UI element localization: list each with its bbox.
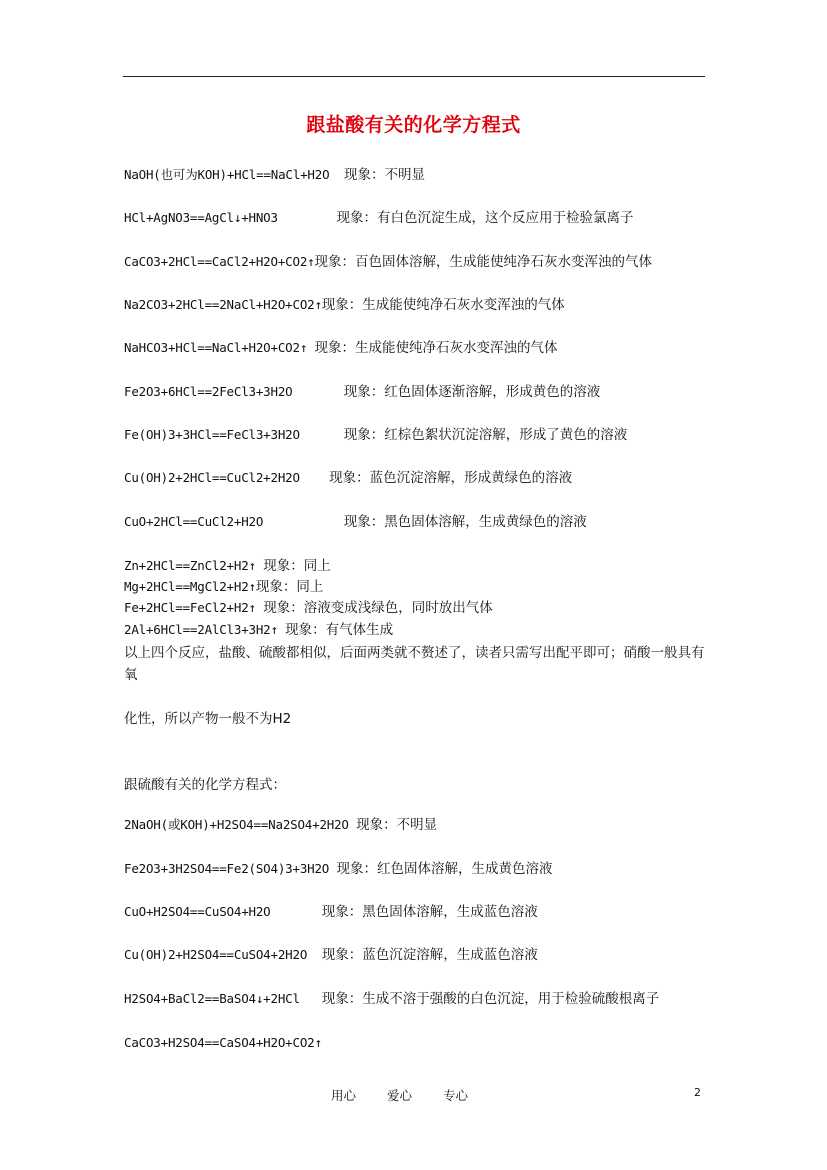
equation-formula: CaCO3+H2SO4==CaSO4+H2O+CO2↑ [124,1035,322,1050]
equation-line [124,621,393,639]
equation-formula: NaHCO3+HCl==NaCl+H2O+CO2↑ [124,340,308,355]
equation-line [124,513,587,531]
paragraph-continued: 化性，所以产物一般不为H2 [124,711,292,727]
equation-line [124,469,572,487]
equation-formula: H2SO4+BaCl2==BaSO4↓+2HCl [124,991,300,1006]
equation-formula: CaCO3+2HCl==CaCl2+H2O+CO2↑ [124,254,315,269]
page-number: 2 [694,1086,701,1099]
observation-note: 现象：生成不溶于强酸的白色沉淀，用于检验硫酸根离子 [321,991,660,1007]
observation-note: 现象：蓝色沉淀溶解，形成黄绿色的溶液 [329,470,573,486]
equation-formula: Mg+2HCl==MgCl2+H2↑ [124,579,256,594]
equation-line [124,383,600,401]
equation-line [124,946,538,964]
equation-formula: Fe2O3+6HCl==2FeCl3+3H2O [124,384,293,399]
equation-line [124,296,565,314]
observation-note: 现象：黑色固体溶解，生成黄绿色的溶液 [343,514,587,530]
observation-note: 现象：生成能使纯净石灰水变浑浊的气体 [314,340,558,356]
spacing [307,947,322,962]
equation-line [124,578,323,596]
observation-note: 现象：同上 [263,558,331,574]
observation-note: 现象：有白色沉淀生成，这个反应用于检验氯离子 [336,210,634,226]
observation-note: 现象：有气体生成 [285,622,394,638]
equation-formula: Fe+2HCl==FeCl2+H2↑ [124,600,256,615]
equation-line [124,209,633,227]
equation-line [124,426,627,444]
equation-formula: CuO+2HCl==CuCl2+H2O [124,514,264,529]
section-title-h2so4: 跟硫酸有关的化学方程式： [124,777,286,793]
observation-note: 现象：红色固体逐渐溶解，形成黄色的溶液 [343,384,601,400]
observation-note: 现象：不明显 [356,817,438,833]
equation-formula: NaOH(也可为KOH)+HCl==NaCl+H2O [124,167,330,182]
observation-note: 现象：黑色固体溶解，生成蓝色溶液 [321,904,538,920]
spacing [278,210,337,225]
equation-line [124,1034,322,1052]
equation-formula: Fe(OH)3+3HCl==FeCl3+3H2O [124,427,300,442]
equation-formula: Na2CO3+2HCl==2NaCl+H2O+CO2↑ [124,297,322,312]
equation-line [124,990,659,1008]
equation-formula: 2Al+6HCl==2AlCl3+3H2↑ [124,622,278,637]
spacing [263,514,344,529]
spacing [349,817,356,832]
observation-note: 现象：红色固体溶解，生成黄色溶液 [336,861,553,877]
observation-note: 现象：生成能使纯净石灰水变浑浊的气体 [321,297,565,313]
document-title: 跟盐酸有关的化学方程式 [306,114,521,136]
equation-line [124,860,552,878]
equation-line [124,166,425,184]
header-rule [123,76,705,77]
spacing [329,167,344,182]
spacing [293,384,344,399]
observation-note: 现象：不明显 [344,167,426,183]
observation-note: 现象：溶液变成浅绿色，同时放出气体 [263,600,493,616]
observation-note: 现象：蓝色沉淀溶解，生成蓝色溶液 [321,947,538,963]
equation-line [124,816,437,834]
equation-formula: Cu(OH)2+2HCl==CuCl2+2H2O [124,470,300,485]
spacing [271,904,322,919]
equation-line [124,599,493,617]
observation-note: 现象：百色固体溶解，生成能使纯净石灰水变浑浊的气体 [314,254,652,270]
equation-formula: CuO+H2SO4==CuSO4+H2O [124,904,271,919]
equation-formula: Cu(OH)2+H2SO4==CuSO4+2H2O [124,947,308,962]
equation-line [124,339,557,357]
paragraph: 以上四个反应，盐酸、硫酸都相似，后面两类就不赘述了，读者只需写出配平即可；硝酸一般具有氧 [124,645,705,683]
spacing [300,470,329,485]
equation-formula: 2NaOH(或KOH)+H2SO4==Na2SO4+2H2O [124,817,349,832]
footer-text-2: 爱心 [387,1088,413,1103]
equation-formula: Zn+2HCl==ZnCl2+H2↑ [124,558,256,573]
spacing [300,991,322,1006]
equation-line [124,557,331,575]
equation-formula: Fe2O3+3H2SO4==Fe2(SO4)3+3H2O [124,861,330,876]
observation-note: 现象：同上 [255,579,324,595]
footer-text-1: 用心 [331,1088,357,1103]
spacing [300,427,344,442]
equation-line [124,253,652,271]
footer-text-3: 专心 [443,1088,469,1103]
observation-note: 现象：红棕色絮状沉淀溶解，形成了黄色的溶液 [343,427,628,443]
equation-formula: HCl+AgNO3==AgCl↓+HNO3 [124,210,278,225]
equation-line [124,903,538,921]
